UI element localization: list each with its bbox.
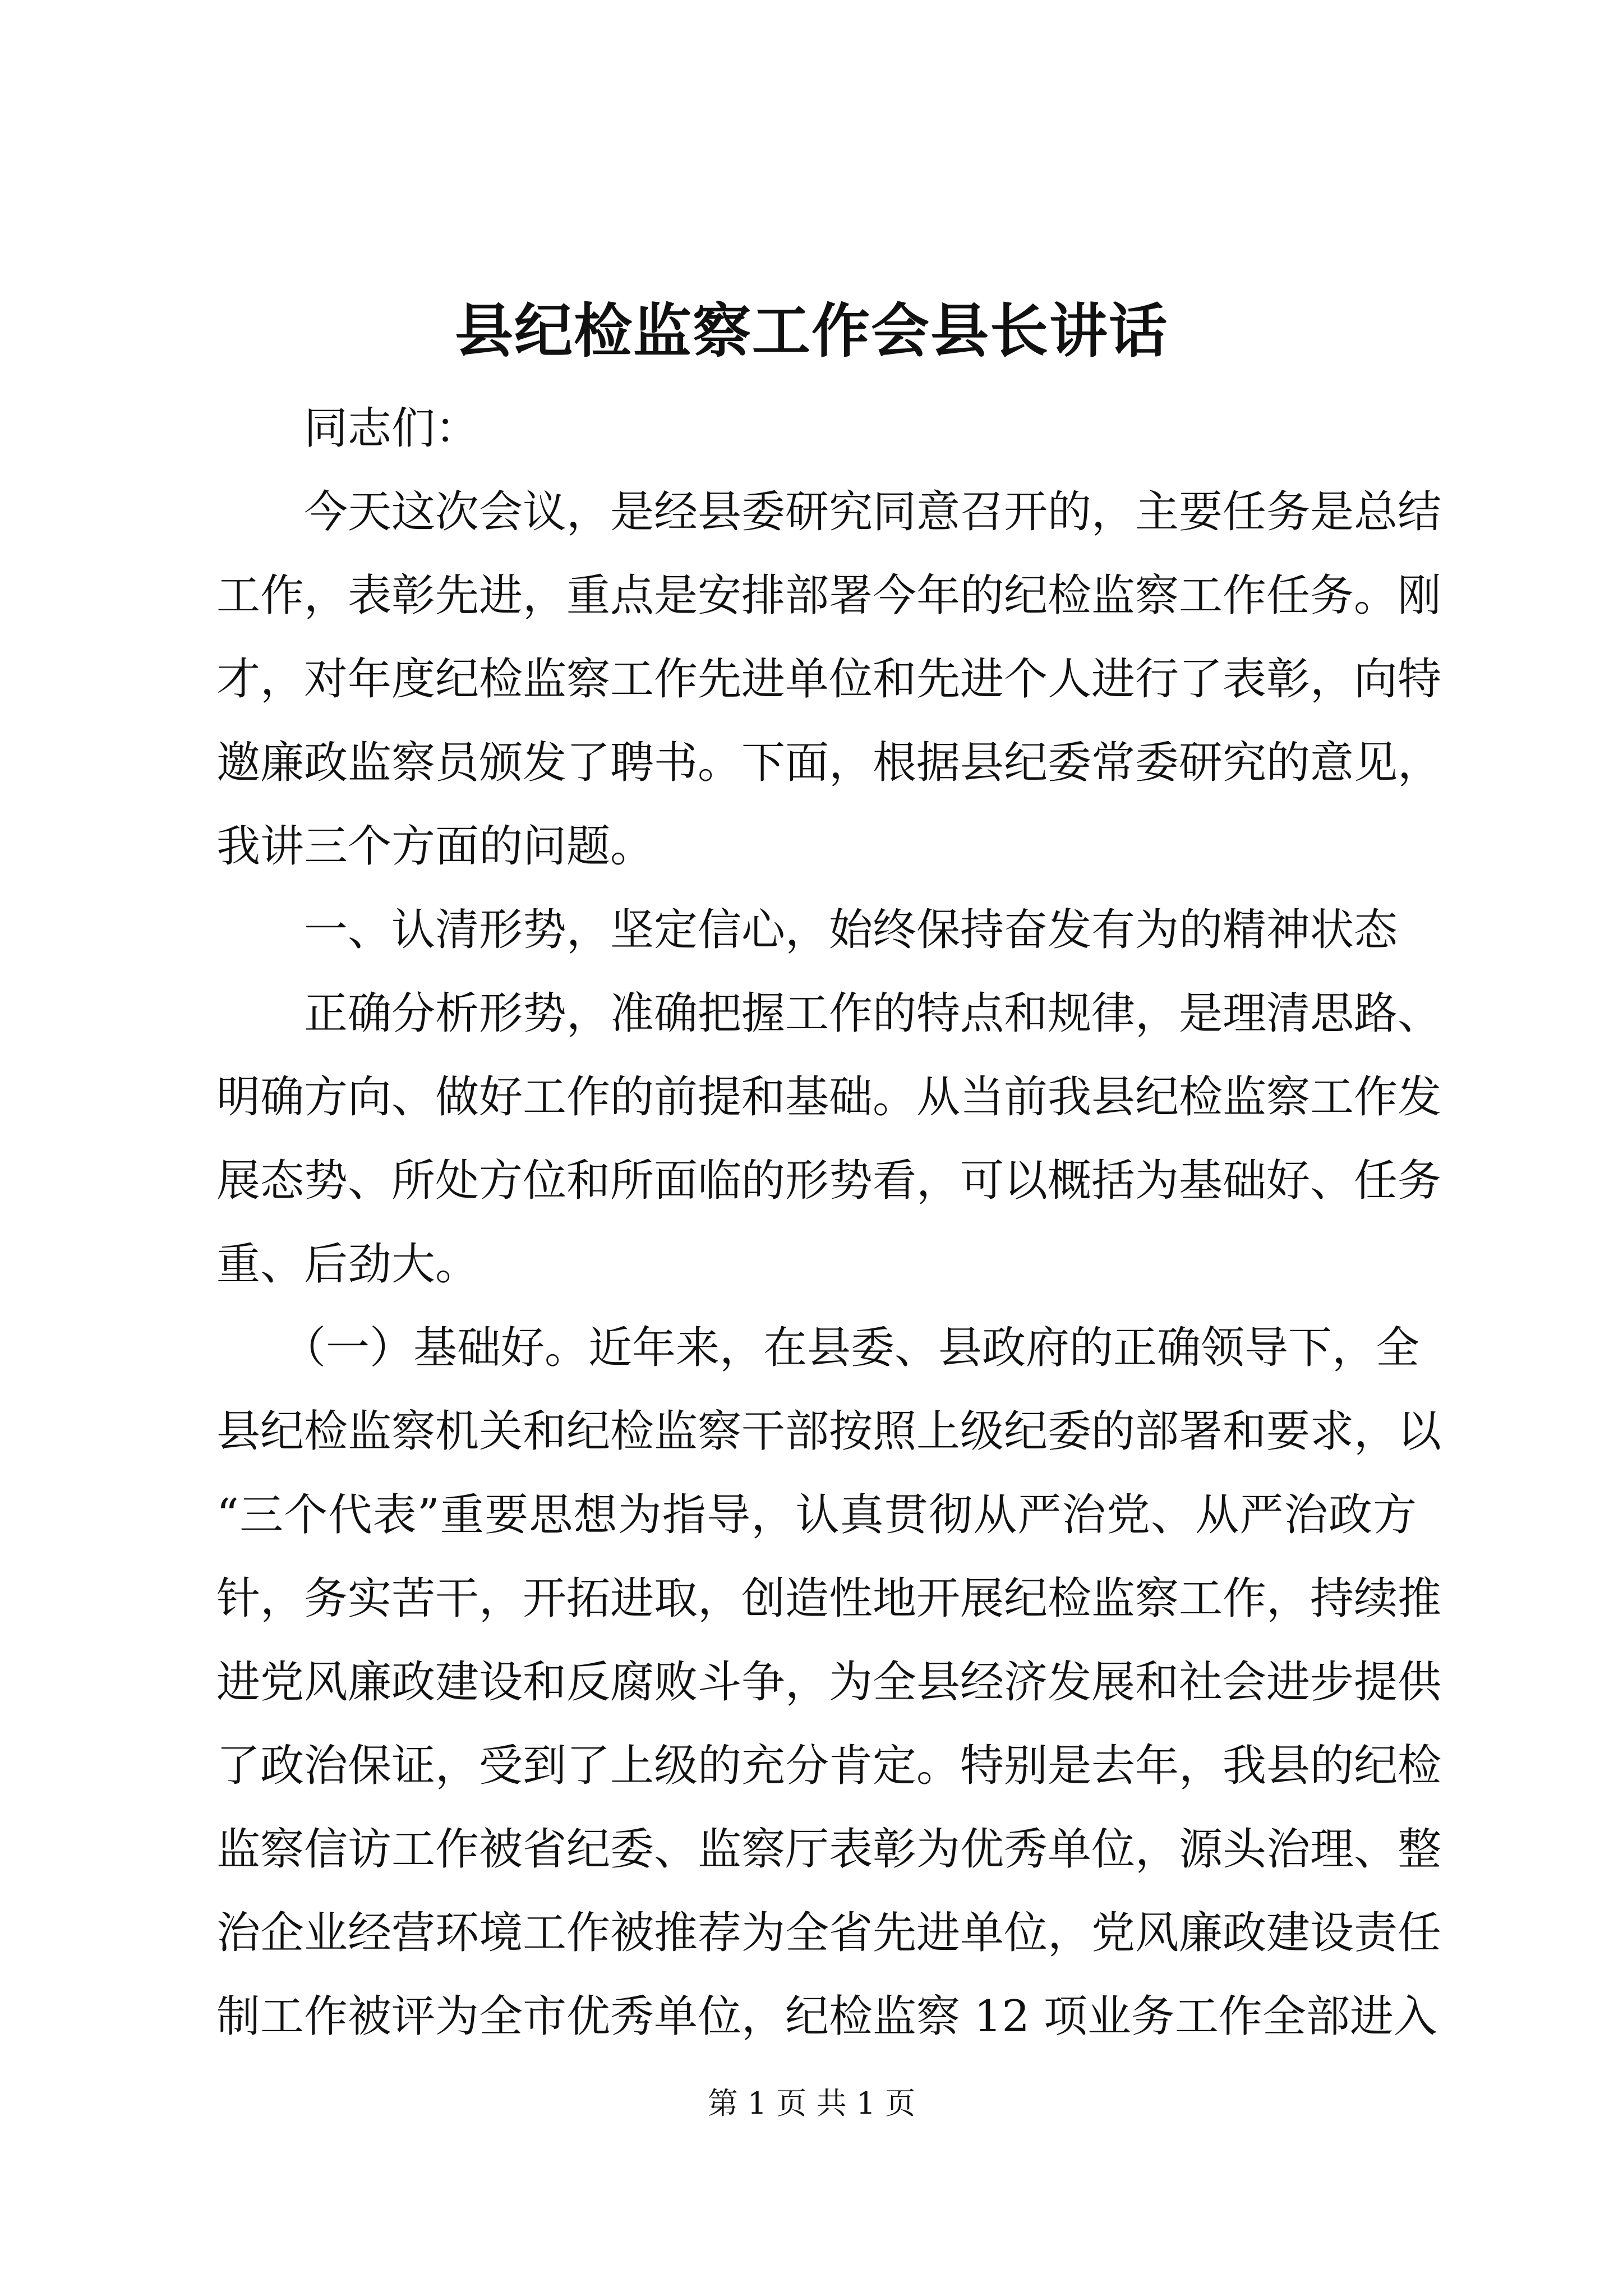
document-body [216, 387, 1442, 2059]
text-line: 正确分析形势，准确把握工作的特点和规律，是理清思路、 [216, 988, 1442, 1039]
text-line: 进党风廉政建设和反腐败斗争，为全县经济发展和社会进步提供 [216, 1657, 1442, 1708]
text-line: 今天这次会议，是经县委研究同意召开的，主要任务是总结 [216, 487, 1442, 537]
text-line: 邀廉政监察员颁发了聘书。下面，根据县纪委常委研究的意见， [216, 738, 1442, 788]
text-line: 同志们： [216, 403, 479, 454]
text-line: 工作，表彰先进，重点是安排部署今年的纪检监察工作任务。刚 [216, 570, 1442, 621]
text-line: 监察信访工作被省纪委、监察厅表彰为优秀单位，源头治理、整 [216, 1824, 1442, 1875]
text-line: 我讲三个方面的问题。 [216, 821, 654, 872]
text-line: 展态势、所处方位和所面临的形势看，可以概括为基础好、任务 [216, 1156, 1442, 1206]
text-line: 县纪检监察机关和纪检监察干部按照上级纪委的部署和要求，以 [216, 1406, 1442, 1457]
text-line: 针，务实苦干，开拓进取，创造性地开展纪检监察工作，持续推 [216, 1573, 1442, 1624]
section-heading: 一、认清形势，坚定信心，始终保持奋发有为的精神状态 [216, 905, 1398, 955]
text-line: 明确方向、做好工作的前提和基础。从当前我县纪检监察工作发 [216, 1072, 1442, 1122]
text-line: 了政治保证，受到了上级的充分肯定。特别是去年，我县的纪检 [216, 1741, 1442, 1791]
text-line: 治企业经营环境工作被推荐为全省先进单位，党风廉政建设责任 [216, 1908, 1442, 1958]
page-footer: 第 1 页 共 1 页 [707, 2086, 916, 2121]
text-line: （一）基础好。近年来，在县委、县政府的正确领导下，全 [216, 1323, 1420, 1373]
text-line: “三个代表”重要思想为指导，认真贯彻从严治党、从严治政方 [216, 1490, 1417, 1540]
text-line: 制工作被评为全市优秀单位，纪检监察 12 项业务工作全部进入 [216, 1991, 1437, 2042]
text-line: 才，对年度纪检监察工作先进单位和先进个人进行了表彰，向特 [216, 654, 1442, 705]
text-line: 重、后劲大。 [216, 1239, 479, 1290]
document-title: 县纪检监察工作会县长讲话 [454, 296, 1168, 365]
